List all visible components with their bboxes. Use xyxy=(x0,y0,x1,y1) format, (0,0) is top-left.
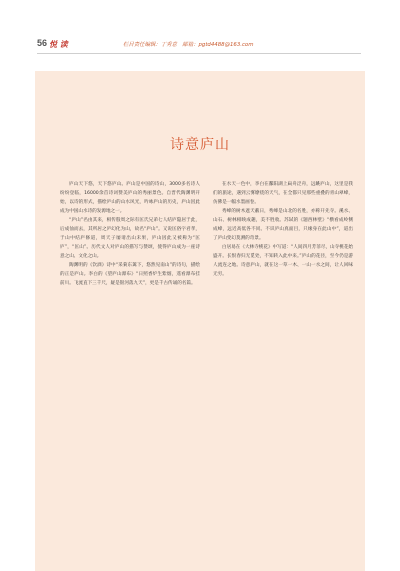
editor-line: 栏目责任编辑：丁秀意 邮箱：pgtd4488@163.com xyxy=(123,42,254,48)
paragraph: 秀峰的树木遮天蔽日，秀峰是山北的名胜，亦称开先寺。溪水、山石、树林相映成趣，美不胜收。苏轼的《题西林壁》“横看成岭侧成峰，远近高低各不同。不识庐山真面目，只缘身在此山中”，道出了庐山变幻莫测的奇景。 xyxy=(213,209,353,241)
section-label: 悦 读 xyxy=(49,40,68,49)
paragraph: 白居易在《大林寺桃花》中写道：“人间四月芳菲尽，山寺桃花始盛开。长恨春归无觅处，不知转入此中来。”庐山的花径，至今仍是游人流连之地。诗意庐山，就在这一草一木、一山一水之间，让人回味无穷。 xyxy=(213,245,354,277)
paragraph: 庐山天下悠，天下悠庐山。庐山是中国的诗山，3000多名诗人纷纷登临，16000余首诗词赞美庐山的秀丽景色。自晋代陶渊明开始，以诗的形式，描绘庐山的山水风光，吟咏庐山的历史，庐山因此成为中国山水诗的发源地之一。 xyxy=(60,182,200,214)
article-title: 诗意庐山 xyxy=(170,137,230,153)
paragraph: 陶渊明的《饮酒》诗中“采菊东篱下，悠然见南山”的诗句，描绘的正是庐山。李白的《望庐山瀑布》“日照香炉生紫烟，遥看瀑布挂前川。飞流直下三千尺，疑是银河落九天”，更是千古传诵的名篇。 xyxy=(60,263,200,286)
page-number: 56 xyxy=(37,38,48,48)
left-text-column xyxy=(60,180,200,288)
header-rule xyxy=(37,53,361,54)
right-text-column xyxy=(213,180,353,279)
paragraph: 在水天一色中，李白在鄱阳湖上扁舟泛舟，远眺庐山，这里是我们的旅途，遇到云雾缭绕的天气，在全都只见那些重叠的青山翠峰，仿佛是一幅水墨画卷。 xyxy=(213,182,353,205)
paragraph: “庐山”名由其来，相传殷周之际有匡氏兄弟七人结庐隐居于此，后成仙而去，其所居之庐幻化为山，故名“庐山”。又说匡俗字君孝，于山中结庐修道，周天子屡请出山未果，庐山因此又被称为“匡庐”，“匡山”。历代文人对庐山的描写与赞颂，使得庐山成为一座诗意之山、文化之山。 xyxy=(60,218,200,259)
